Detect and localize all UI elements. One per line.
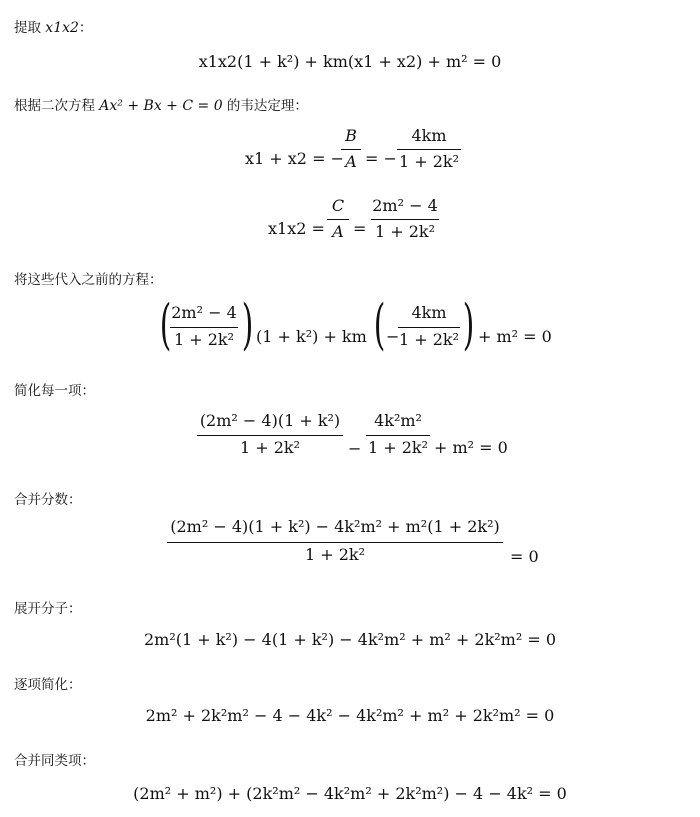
equation-simplify (0, 405, 700, 465)
fraction-b-over-a (341, 126, 361, 174)
fraction-2m2-4 (371, 196, 439, 244)
product-mid: = (353, 219, 367, 238)
label-text: ： (78, 20, 93, 36)
denominator: 1 + 2k² (398, 330, 460, 349)
fraction-2m2-4 (170, 303, 238, 353)
step-label-vieta (14, 94, 308, 114)
numerator: 4k²m² (374, 411, 422, 430)
right-paren: ) (241, 293, 254, 356)
step-label-simplify: 简化每一项： (14, 383, 95, 399)
denominator: 1 + 2k² (398, 152, 460, 171)
minus-sign: − (386, 327, 400, 346)
step-label-combine: 合并分数： (14, 492, 82, 508)
numerator: (2m² − 4)(1 + k²) (199, 411, 341, 430)
equation-vieta-product (0, 190, 700, 250)
product-lhs: x1x2 = (268, 219, 325, 238)
equation-combine (0, 515, 700, 571)
tail-term: = 0 (510, 547, 539, 566)
label-text: 的韦达定理： (222, 98, 308, 114)
numerator: C (331, 196, 345, 215)
denominator: 1 + 2k² (367, 438, 429, 457)
denominator: 1 + 2k² (173, 330, 235, 349)
fraction-4km (397, 126, 461, 174)
step-label-stepwise: 逐项简化： (14, 677, 82, 693)
equation-expand: 2m²(1 + k²) − 4(1 + k²) − 4k²m² + m² + 2k²m² = 0 (143, 630, 557, 649)
sum-mid: = − (365, 149, 397, 168)
right-paren: ) (462, 293, 475, 356)
label-math: x1x2 (45, 20, 79, 36)
left-paren: ( (159, 293, 172, 356)
fraction-combined (167, 517, 503, 567)
tail-term: + m² = 0 (434, 438, 508, 457)
numerator: 2m² − 4 (372, 196, 438, 215)
tail-term: + m² = 0 (478, 327, 552, 346)
minus-sign: − (348, 439, 362, 458)
denominator: 1 + 2k² (239, 438, 301, 457)
step-label-expand: 展开分子： (14, 601, 82, 617)
denominator: A (332, 222, 344, 241)
denominator: 1 + 2k² (374, 222, 436, 241)
equation-extract: x1x2(1 + k²) + km(x1 + x2) + m² = 0 (198, 52, 502, 71)
fraction-4k2m2 (366, 411, 430, 461)
equation-stepwise: 2m² + 2k²m² − 4 − 4k² − 4k²m² + m² + 2k²m² = 0 (145, 706, 555, 725)
numerator: 4km (411, 303, 447, 322)
fraction-4km (398, 303, 460, 353)
label-text: 根据二次方程 (14, 98, 100, 114)
step-label-extract (14, 16, 92, 36)
fraction-c-over-a (327, 196, 349, 244)
numerator: (2m² − 4)(1 + k²) − 4k²m² + m²(1 + 2k²) (170, 517, 500, 536)
numerator: 2m² − 4 (171, 303, 237, 322)
middle-term: (1 + k²) + km (256, 327, 367, 346)
step-label-like-terms: 合并同类项： (14, 753, 95, 769)
numerator: 4km (411, 126, 447, 145)
denominator: A (345, 152, 357, 171)
equation-like-terms: (2m² + m²) + (2k²m² − 4k²m² + 2k²m²) − 4 − 4k² = 0 (133, 784, 567, 803)
label-math: Ax² + Bx + C = 0 (99, 98, 223, 114)
equation-vieta-sum (0, 120, 700, 180)
equation-substitute (0, 295, 700, 367)
sum-lhs: x1 + x2 = − (245, 149, 344, 168)
left-paren: ( (373, 293, 386, 356)
fraction-expanded (197, 411, 343, 461)
numerator: B (345, 126, 357, 145)
label-text: 提取 (14, 20, 46, 36)
denominator: 1 + 2k² (304, 545, 366, 564)
step-label-substitute: 将这些代入之前的方程： (14, 272, 163, 288)
